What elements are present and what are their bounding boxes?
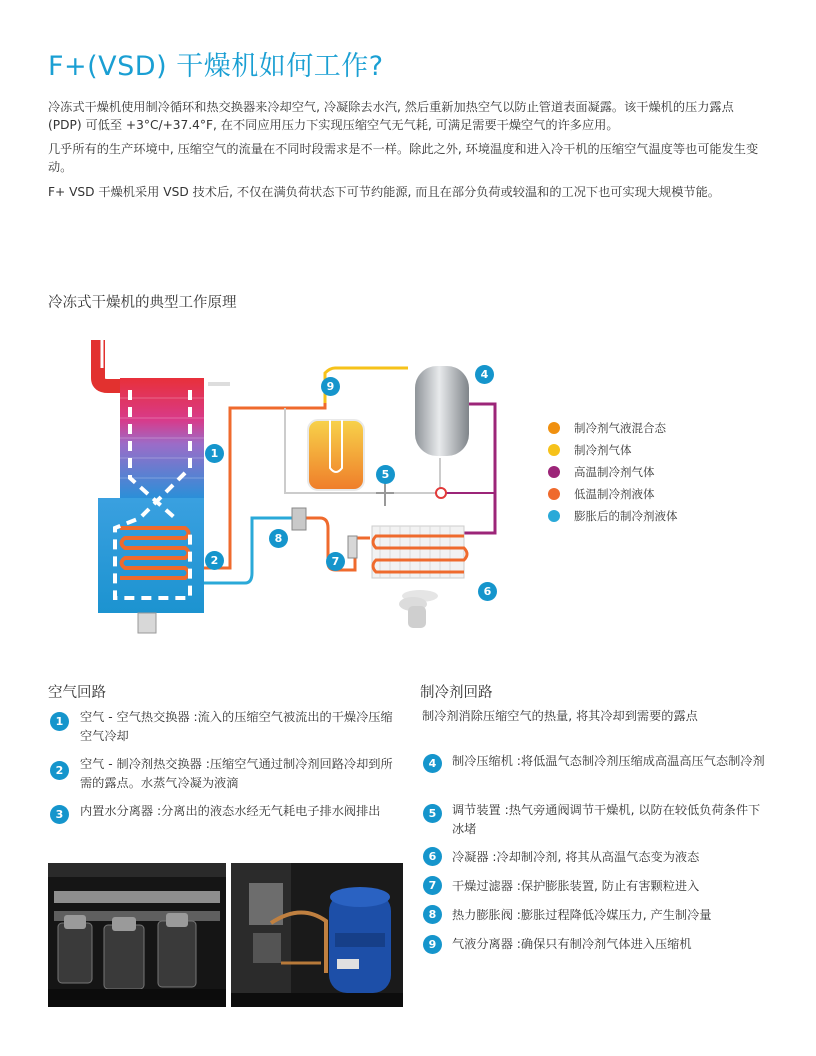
air-item-text-2: 空气 - 制冷剂热交换器 :压缩空气通过制冷剂回路冷却到所需的露点。水蒸气冷凝为液滴 xyxy=(80,757,393,790)
ref-item-badge-7: 7 xyxy=(423,876,442,895)
callout-6: 6 xyxy=(478,582,497,601)
legend-swatch xyxy=(548,466,560,478)
ref-item-badge-8: 8 xyxy=(423,905,442,924)
legend-swatch xyxy=(548,510,560,522)
ref-item-badge-6: 6 xyxy=(423,847,442,866)
callout-7: 7 xyxy=(326,552,345,571)
ref-item-text-8: 热力膨胀阀 :膨胀过程降低冷媒压力, 产生制冷量 xyxy=(452,908,712,922)
legend-label: 高温制冷剂气体 xyxy=(574,465,655,479)
callout-1: 1 xyxy=(205,444,224,463)
legend-label: 膨胀后的制冷剂液体 xyxy=(574,509,678,523)
legend-swatch xyxy=(548,488,560,500)
callout-4: 4 xyxy=(475,365,494,384)
dryer-interior-photo-2 xyxy=(231,863,403,1007)
legend-label: 低温制冷剂液体 xyxy=(574,487,655,501)
ref-item-badge-9: 9 xyxy=(423,935,442,954)
ref-item-badge-4: 4 xyxy=(423,754,442,773)
dryer-interior-photo-1 xyxy=(48,863,226,1007)
legend-swatch xyxy=(548,444,560,456)
callout-5: 5 xyxy=(376,465,395,484)
intro-paragraph-3: F+ VSD 干燥机采用 VSD 技术后, 不仅在满负荷状态下可节约能源, 而且在部分负荷或较温和的工况下也可实现大规模节能。 xyxy=(48,185,720,199)
dryer-schematic xyxy=(80,328,520,648)
air-item-badge-2: 2 xyxy=(50,761,69,780)
ref-item-text-7: 干燥过滤器 :保护膨胀装置, 防止有害颗粒进入 xyxy=(452,879,700,893)
air-circuit-heading: 空气回路 xyxy=(48,685,106,701)
air-item-badge-1: 1 xyxy=(50,712,69,731)
intro-paragraph-2: 几乎所有的生产环境中, 压缩空气的流量在不同时段需求是不一样。除此之外, 环境温度和进入冷干机的压缩空气温度等也可能发生变动。 xyxy=(48,142,759,174)
ref-item-text-5: 调节装置 :热气旁通阀调节干燥机, 以防在较低负荷条件下冰堵 xyxy=(452,803,761,836)
callout-9: 9 xyxy=(321,377,340,396)
ref-item-text-4: 制冷压缩机 :将低温气态制冷剂压缩成高温高压气态制冷剂 xyxy=(452,754,765,768)
ref-item-text-6: 冷凝器 :冷却制冷剂, 将其从高温气态变为液态 xyxy=(452,850,700,864)
ref-item-badge-5: 5 xyxy=(423,804,442,823)
refrigerant-circuit-heading: 制冷剂回路 xyxy=(420,685,493,701)
refrigerant-circuit-intro: 制冷剂消除压缩空气的热量, 将其冷却到需要的露点 xyxy=(422,709,698,723)
ref-item-text-9: 气液分离器 :确保只有制冷剂气体进入压缩机 xyxy=(452,937,692,951)
air-item-text-3: 内置水分离器 :分离出的液态水经无气耗电子排水阀排出 xyxy=(80,804,381,818)
callout-2: 2 xyxy=(205,551,224,570)
legend-swatch xyxy=(548,422,560,434)
legend-label: 制冷剂气液混合态 xyxy=(574,421,666,435)
air-item-badge-3: 3 xyxy=(50,805,69,824)
intro-paragraph-1: 冷冻式干燥机使用制冷循环和热交换器来冷却空气, 冷凝除去水汽, 然后重新加热空气以防止管道表面凝露。该干燥机的压力露点 (PDP) 可低至 +3°C/+37.4°F, 在不同应用压力下实现压缩空气无气耗, 可满足需要干燥空气的许多应用。 xyxy=(48,100,734,132)
diagram-heading: 冷冻式干燥机的典型工作原理 xyxy=(48,295,237,311)
legend-label: 制冷剂气体 xyxy=(574,443,632,457)
air-item-text-1: 空气 - 空气热交换器 :流入的压缩空气被流出的干燥冷压缩空气冷却 xyxy=(80,710,393,743)
callout-8: 8 xyxy=(269,529,288,548)
page-title: F+(VSD) 干燥机如何工作? xyxy=(48,51,384,82)
